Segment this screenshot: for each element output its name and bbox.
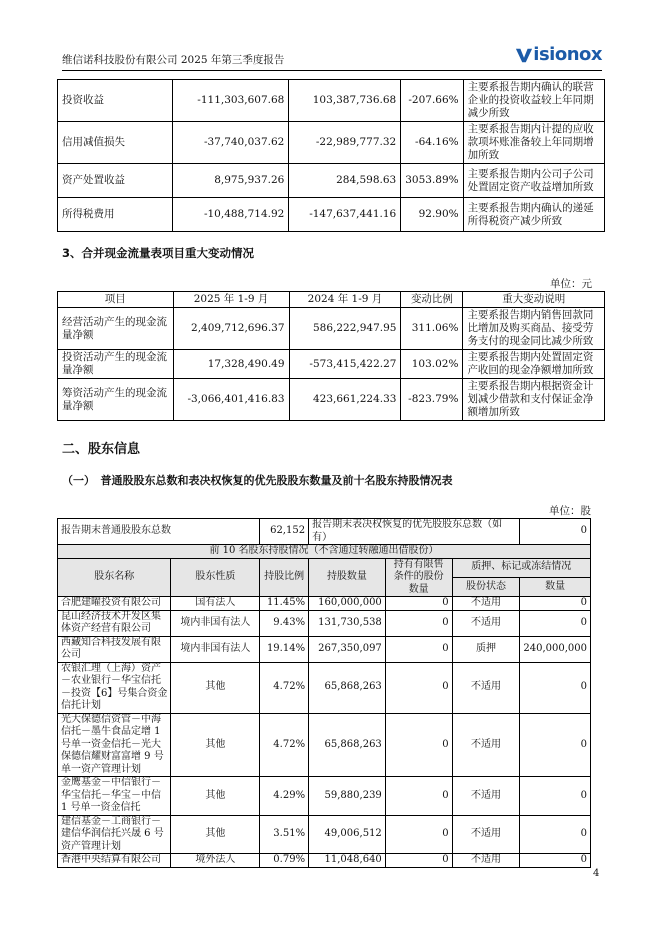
holder-name: 西藏知合科技发展有限公司 (58, 636, 171, 662)
cashflow-unit-label: 单位：元 (550, 278, 592, 290)
share-status: 不适用 (452, 662, 520, 713)
share-status: 质押 (452, 636, 520, 662)
shareholder-row (58, 597, 591, 611)
cashflow-section-heading: 3、合并现金流量表项目重大变动情况 (62, 246, 254, 260)
current-period-value: 17,328,490.49 (173, 350, 289, 379)
holding-ratio: 9.43% (260, 610, 309, 636)
visionox-v-logo-icon (515, 46, 533, 64)
current-period-value: 8,975,937.26 (173, 164, 289, 198)
holding-ratio: 4.72% (260, 662, 309, 713)
change-reason: 主要系报告期内确认的联营企业的投资收益较上年同期减少所致 (463, 80, 604, 122)
holding-qty: 49,006,512 (309, 815, 386, 854)
change-reason: 主要系报告期内处置固定资产收回的现金净额增加所致 (463, 350, 605, 379)
share-status: 不适用 (452, 597, 520, 611)
holding-ratio: 4.29% (260, 777, 309, 816)
current-period-value: 2,409,712,696.37 (173, 308, 289, 350)
item-name: 信用减值损失 (58, 122, 173, 164)
holding-ratio: 19.14% (260, 636, 309, 662)
holder-name: 香港中央结算有限公司 (58, 854, 171, 868)
header-reason: 重大变动说明 (463, 292, 605, 308)
holder-name: 金鹰基金－中信银行－华宝信托－华宝－中信 1 号单一资金信托 (58, 777, 171, 816)
prior-period-value: 423,661,224.33 (289, 379, 401, 421)
holding-qty: 160,000,000 (309, 597, 386, 611)
restricted-qty: 0 (385, 854, 452, 868)
holding-qty: 131,730,538 (309, 610, 386, 636)
header-current-period: 2025 年 1-9 月 (173, 292, 289, 308)
restricted-qty: 0 (385, 610, 452, 636)
total-shareholders-label: 报告期末普通股股东总数 (58, 519, 260, 545)
prior-period-value: -147,637,441.16 (289, 198, 401, 232)
current-period-value: -111,303,607.68 (173, 80, 289, 122)
restricted-qty: 0 (385, 636, 452, 662)
share-status: 不适用 (452, 815, 520, 854)
shareholder-row (58, 610, 591, 636)
change-reason: 主要系报告期内公司子公司处置固定资产收益增加所致 (463, 164, 604, 198)
change-ratio: -64.16% (401, 122, 463, 164)
holder-name: 昆山经济技术开发区集体资产经营有限公司 (58, 610, 171, 636)
pledge-qty: 240,000,000 (520, 636, 591, 662)
holder-nature: 境内非国有法人 (171, 636, 260, 662)
shareholder-row (58, 662, 591, 713)
prior-period-value: -573,415,422.27 (289, 350, 401, 379)
shareholder-total-row (58, 519, 591, 545)
header-pledge-qty: 数量 (520, 577, 591, 596)
pledge-qty: 0 (520, 662, 591, 713)
holding-ratio: 11.45% (260, 597, 309, 611)
item-name: 投资收益 (58, 80, 173, 122)
change-ratio: 92.90% (401, 198, 463, 232)
cashflow-row (58, 379, 605, 421)
item-name: 所得税费用 (58, 198, 173, 232)
change-reason: 主要系报告期内计提的应收款项坏账准备较上年同期增加所致 (463, 122, 604, 164)
cashflow-row (58, 308, 605, 350)
header-holding-qty: 持股数量 (309, 558, 386, 597)
change-ratio: -207.66% (401, 80, 463, 122)
header-share-status: 股份状态 (452, 577, 520, 596)
holder-name: 农银汇理（上海）资产－农业银行－华宝信托－投资【6】号集合资金信托计划 (58, 662, 171, 713)
item-name: 资产处置收益 (58, 164, 173, 198)
shareholder-subsection-heading: （一） 普通股股东总数和表决权恢复的优先股股东数量及前十名股东持股情况表 (62, 474, 453, 487)
prior-period-value: -22,989,777.32 (289, 122, 401, 164)
pledge-qty: 0 (520, 610, 591, 636)
restricted-qty: 0 (385, 815, 452, 854)
pledge-qty: 0 (520, 713, 591, 777)
holding-ratio: 0.79% (260, 854, 309, 868)
company-logo (515, 44, 602, 66)
holder-nature: 境内非国有法人 (171, 610, 260, 636)
shareholders-table (57, 518, 591, 868)
income-changes-table (57, 79, 605, 232)
share-status: 不适用 (452, 610, 520, 636)
share-status: 不适用 (452, 854, 520, 868)
income-row (58, 198, 605, 232)
shareholder-unit-label: 单位：股 (549, 505, 591, 517)
holding-qty: 65,868,263 (309, 713, 386, 777)
income-row (58, 122, 605, 164)
holder-nature: 国有法人 (171, 597, 260, 611)
change-ratio: 3053.89% (401, 164, 463, 198)
holding-qty: 59,880,239 (309, 777, 386, 816)
preferred-shareholders-value: 0 (520, 519, 591, 545)
holder-name: 建信基金－工商银行－建信华润信托兴晟 6 号资产管理计划 (58, 815, 171, 854)
prior-period-value: 103,387,736.68 (289, 80, 401, 122)
total-shareholders-value: 62,152 (260, 519, 309, 545)
change-reason: 主要系报告期内销售回款同比增加及购买商品、接受劳务支付的现金同比减少所致 (463, 308, 605, 350)
pledge-qty: 0 (520, 854, 591, 868)
top10-caption: 前 10 名股东持股情况（不含通过转融通出借股份） (58, 545, 591, 559)
header-holder-nature: 股东性质 (171, 558, 260, 597)
header-holding-ratio: 持股比例 (260, 558, 309, 597)
pledge-qty: 0 (520, 777, 591, 816)
current-period-value: -3,066,401,416.83 (173, 379, 289, 421)
page-number: 4 (593, 868, 600, 879)
cashflow-header-row (58, 292, 605, 308)
header-holder-name: 股东名称 (58, 558, 171, 597)
header-prior-period: 2024 年 1-9 月 (289, 292, 401, 308)
pledge-qty: 0 (520, 597, 591, 611)
income-row (58, 164, 605, 198)
current-period-value: -10,488,714.92 (173, 198, 289, 232)
holder-nature: 境外法人 (171, 854, 260, 868)
item-name: 筹资活动产生的现金流量净额 (58, 379, 174, 421)
holder-nature: 其他 (171, 777, 260, 816)
logo-wordmark: isionox (533, 44, 602, 65)
income-row (58, 80, 605, 122)
holder-nature: 其他 (171, 662, 260, 713)
restricted-qty: 0 (385, 713, 452, 777)
shareholder-row (58, 777, 591, 816)
cashflow-row (58, 350, 605, 379)
restricted-qty: 0 (385, 777, 452, 816)
header-restricted-qty: 持有有限售条件的股份数量 (385, 558, 452, 597)
change-ratio: 103.02% (401, 350, 463, 379)
preferred-shareholders-label: 报告期末表决权恢复的优先股股东总数（如有） (309, 519, 520, 545)
holding-qty: 267,350,097 (309, 636, 386, 662)
header-change-ratio: 变动比例 (401, 292, 463, 308)
holder-name: 光大保德信资管－中海信托－墨牛食品定增 1 号单一资金信托－光大保德信耀财富富增 9 号单一资产管理计划 (58, 713, 171, 777)
top10-caption-row (58, 545, 591, 559)
pledge-qty: 0 (520, 815, 591, 854)
header-pledge-info: 质押、标记或冻结情况 (452, 558, 590, 577)
report-title: 维信诺科技股份有限公司 2025 年第三季度报告 (62, 54, 285, 66)
header-item: 项目 (58, 292, 174, 308)
item-name: 投资活动产生的现金流量净额 (58, 350, 174, 379)
share-status: 不适用 (452, 777, 520, 816)
holding-qty: 65,868,263 (309, 662, 386, 713)
change-ratio: -823.79% (401, 379, 463, 421)
holder-name: 合肥建曜投资有限公司 (58, 597, 171, 611)
page-header (62, 40, 602, 71)
item-name: 经营活动产生的现金流量净额 (58, 308, 174, 350)
shareholder-row (58, 713, 591, 777)
change-ratio: 311.06% (401, 308, 463, 350)
holding-qty: 11,048,640 (309, 854, 386, 868)
prior-period-value: 586,222,947.95 (289, 308, 401, 350)
shareholder-section-heading: 二、股东信息 (62, 442, 141, 457)
cashflow-changes-table (57, 291, 605, 421)
change-reason: 主要系报告期内根据资金计划减少借款和支付保证金净额增加所致 (463, 379, 605, 421)
shareholder-row (58, 815, 591, 854)
shareholder-row (58, 636, 591, 662)
holding-ratio: 4.72% (260, 713, 309, 777)
restricted-qty: 0 (385, 597, 452, 611)
holder-nature: 其他 (171, 713, 260, 777)
restricted-qty: 0 (385, 662, 452, 713)
change-reason: 主要系报告期内确认的递延所得税资产减少所致 (463, 198, 604, 232)
share-status: 不适用 (452, 713, 520, 777)
shareholder-header-row-1 (58, 558, 591, 577)
shareholder-row (58, 854, 591, 868)
holding-ratio: 3.51% (260, 815, 309, 854)
holder-nature: 其他 (171, 815, 260, 854)
prior-period-value: 284,598.63 (289, 164, 401, 198)
current-period-value: -37,740,037.62 (173, 122, 289, 164)
